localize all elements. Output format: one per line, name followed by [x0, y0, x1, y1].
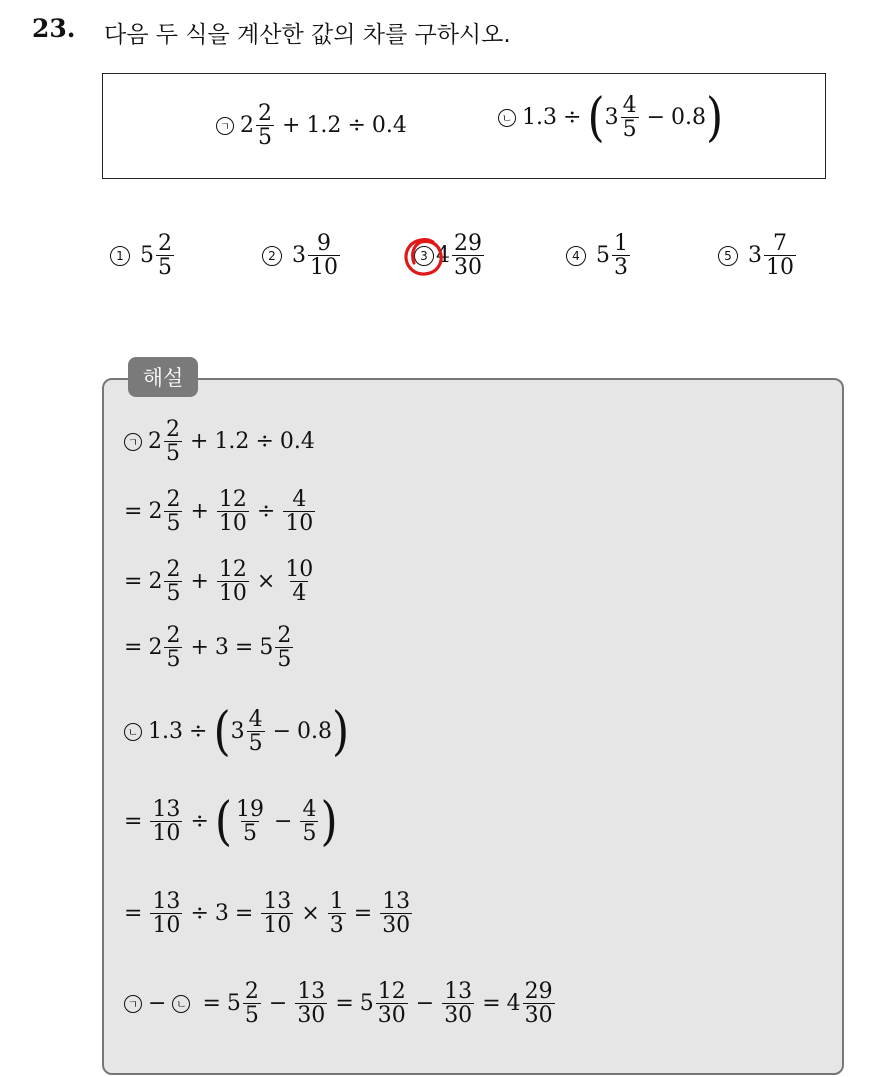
whole: 5 [359, 991, 374, 1017]
operator: = [124, 499, 143, 525]
operator: × [256, 569, 276, 595]
left-paren: ( [213, 700, 231, 762]
choice-1[interactable] [110, 232, 176, 279]
right-paren: ) [332, 700, 350, 762]
operator: − [274, 809, 293, 835]
fraction: $\frac{12}{10}$ [218, 557, 247, 607]
value: 1.2 [214, 429, 250, 455]
operator: ÷ [563, 105, 582, 131]
value: 0.4 [371, 113, 407, 139]
choice-number: 5 [718, 246, 738, 266]
fraction: $\frac{4}{5}$ [302, 797, 317, 847]
solution-line-3 [124, 558, 317, 605]
operator: + [190, 499, 209, 525]
fraction: $\frac{13}{30}$ [382, 889, 411, 939]
value: 1.3 [148, 719, 183, 745]
whole: 5 [596, 243, 610, 269]
value: 1.2 [306, 113, 342, 139]
whole: 2 [148, 429, 162, 455]
value: 0.8 [297, 719, 333, 745]
right-paren: ) [706, 86, 724, 148]
whole: 2 [148, 635, 163, 661]
fraction: $\frac{29}{30}$ [454, 231, 482, 281]
operator: = [234, 635, 254, 661]
solution-line-8 [124, 980, 557, 1027]
operator: = [124, 901, 143, 927]
operator: = [234, 901, 254, 927]
whole: 3 [230, 719, 245, 745]
value: 3 [214, 635, 229, 661]
operator: = [353, 901, 373, 927]
fraction: $\frac{29}{30}$ [524, 979, 553, 1029]
fraction: $\frac{4}{10}$ [285, 487, 314, 537]
solution-tab: 해설 [128, 357, 198, 397]
operator: ÷ [347, 113, 366, 139]
fraction: $\frac{12}{10}$ [218, 487, 247, 537]
expression-b [498, 86, 724, 148]
value: 0.4 [279, 429, 315, 455]
fraction: $\frac{2}{5}$ [258, 101, 272, 151]
value: 0.8 [671, 105, 707, 131]
fraction: $\frac{9}{10}$ [310, 231, 338, 281]
fraction: $\frac{4}{5}$ [248, 707, 263, 757]
operator: = [335, 991, 354, 1017]
whole: 5 [140, 243, 154, 269]
fraction: $\frac{2}{5}$ [166, 417, 180, 467]
marker-b: ㄴ [498, 109, 516, 127]
left-paren: ( [587, 86, 605, 148]
operator: − [415, 991, 435, 1017]
choice-number: 1 [110, 246, 130, 266]
operator: × [301, 901, 320, 927]
choice-2[interactable] [262, 232, 342, 279]
left-paren: ( [214, 790, 233, 852]
operator: = [124, 635, 143, 661]
fraction: $\frac{13}{10}$ [263, 889, 292, 939]
fraction: $\frac{13}{10}$ [152, 889, 181, 939]
fraction: $\frac{13}{30}$ [297, 979, 326, 1029]
operator: = [124, 569, 143, 595]
operator: ÷ [190, 901, 209, 927]
whole: 3 [604, 105, 619, 131]
solution-line-4 [124, 624, 295, 671]
fraction: $\frac{2}{5}$ [166, 557, 181, 607]
operator: ÷ [190, 809, 209, 835]
fraction: $\frac{19}{5}$ [236, 797, 265, 847]
fraction: $\frac{7}{10}$ [766, 231, 794, 281]
choice-number: 3 [414, 246, 434, 266]
operator: + [190, 569, 209, 595]
fraction: $\frac{12}{30}$ [377, 979, 406, 1029]
question-text: 다음 두 식을 계산한 값의 차를 구하시오. [104, 22, 511, 48]
whole: 5 [226, 991, 241, 1017]
expression-a [216, 102, 407, 149]
marker-b: ㄴ [124, 723, 142, 741]
operator: − [148, 991, 167, 1017]
fraction: $\frac{2}{5}$ [166, 487, 181, 537]
operator: = [202, 991, 221, 1017]
whole: 4 [436, 243, 450, 269]
marker-a: ㄱ [124, 433, 142, 451]
fraction: $\frac{2}{5}$ [244, 979, 259, 1029]
operator: − [646, 105, 666, 131]
whole: 5 [259, 635, 274, 661]
operator: = [482, 991, 501, 1017]
operator: + [190, 429, 209, 455]
operator: ÷ [255, 429, 274, 455]
marker-b: ㄴ [172, 995, 190, 1013]
fraction: $\frac{13}{10}$ [152, 797, 181, 847]
operator: ÷ [256, 499, 276, 525]
fraction: $\frac{1}{3}$ [329, 889, 344, 939]
red-circle-mark [403, 236, 445, 278]
choice-4[interactable] [566, 232, 632, 279]
value: 1.3 [522, 105, 557, 131]
question-number: 23. [32, 14, 76, 43]
whole: 4 [506, 991, 521, 1017]
choice-5[interactable] [718, 232, 798, 279]
marker-a: ㄱ [216, 117, 234, 135]
fraction: $\frac{2}{5}$ [166, 623, 181, 673]
choice-number: 2 [262, 246, 282, 266]
fraction: $\frac{10}{4}$ [285, 557, 314, 607]
marker-a: ㄱ [124, 995, 142, 1013]
value: 3 [214, 901, 229, 927]
fraction: $\frac{2}{5}$ [277, 623, 292, 673]
fraction: $\frac{2}{5}$ [158, 231, 172, 281]
operator: + [190, 635, 209, 661]
solution-line-5 [124, 700, 350, 762]
solution-line-6 [124, 790, 338, 852]
whole: 2 [240, 113, 254, 139]
operator: + [282, 113, 301, 139]
choice-number: 4 [566, 246, 586, 266]
whole: 3 [292, 243, 306, 269]
whole: 3 [748, 243, 762, 269]
fraction: $\frac{4}{5}$ [622, 93, 637, 143]
solution-line-7 [124, 890, 414, 937]
whole: 2 [148, 569, 163, 595]
fraction: $\frac{13}{30}$ [444, 979, 473, 1029]
fraction: $\frac{1}{3}$ [614, 231, 628, 281]
operator: ÷ [189, 719, 208, 745]
operator: − [272, 719, 292, 745]
whole: 2 [148, 499, 163, 525]
solution-line-2 [124, 488, 317, 535]
operator: = [124, 809, 143, 835]
solution-line-1 [124, 418, 315, 465]
right-paren: ) [320, 790, 338, 852]
operator: − [268, 991, 288, 1017]
